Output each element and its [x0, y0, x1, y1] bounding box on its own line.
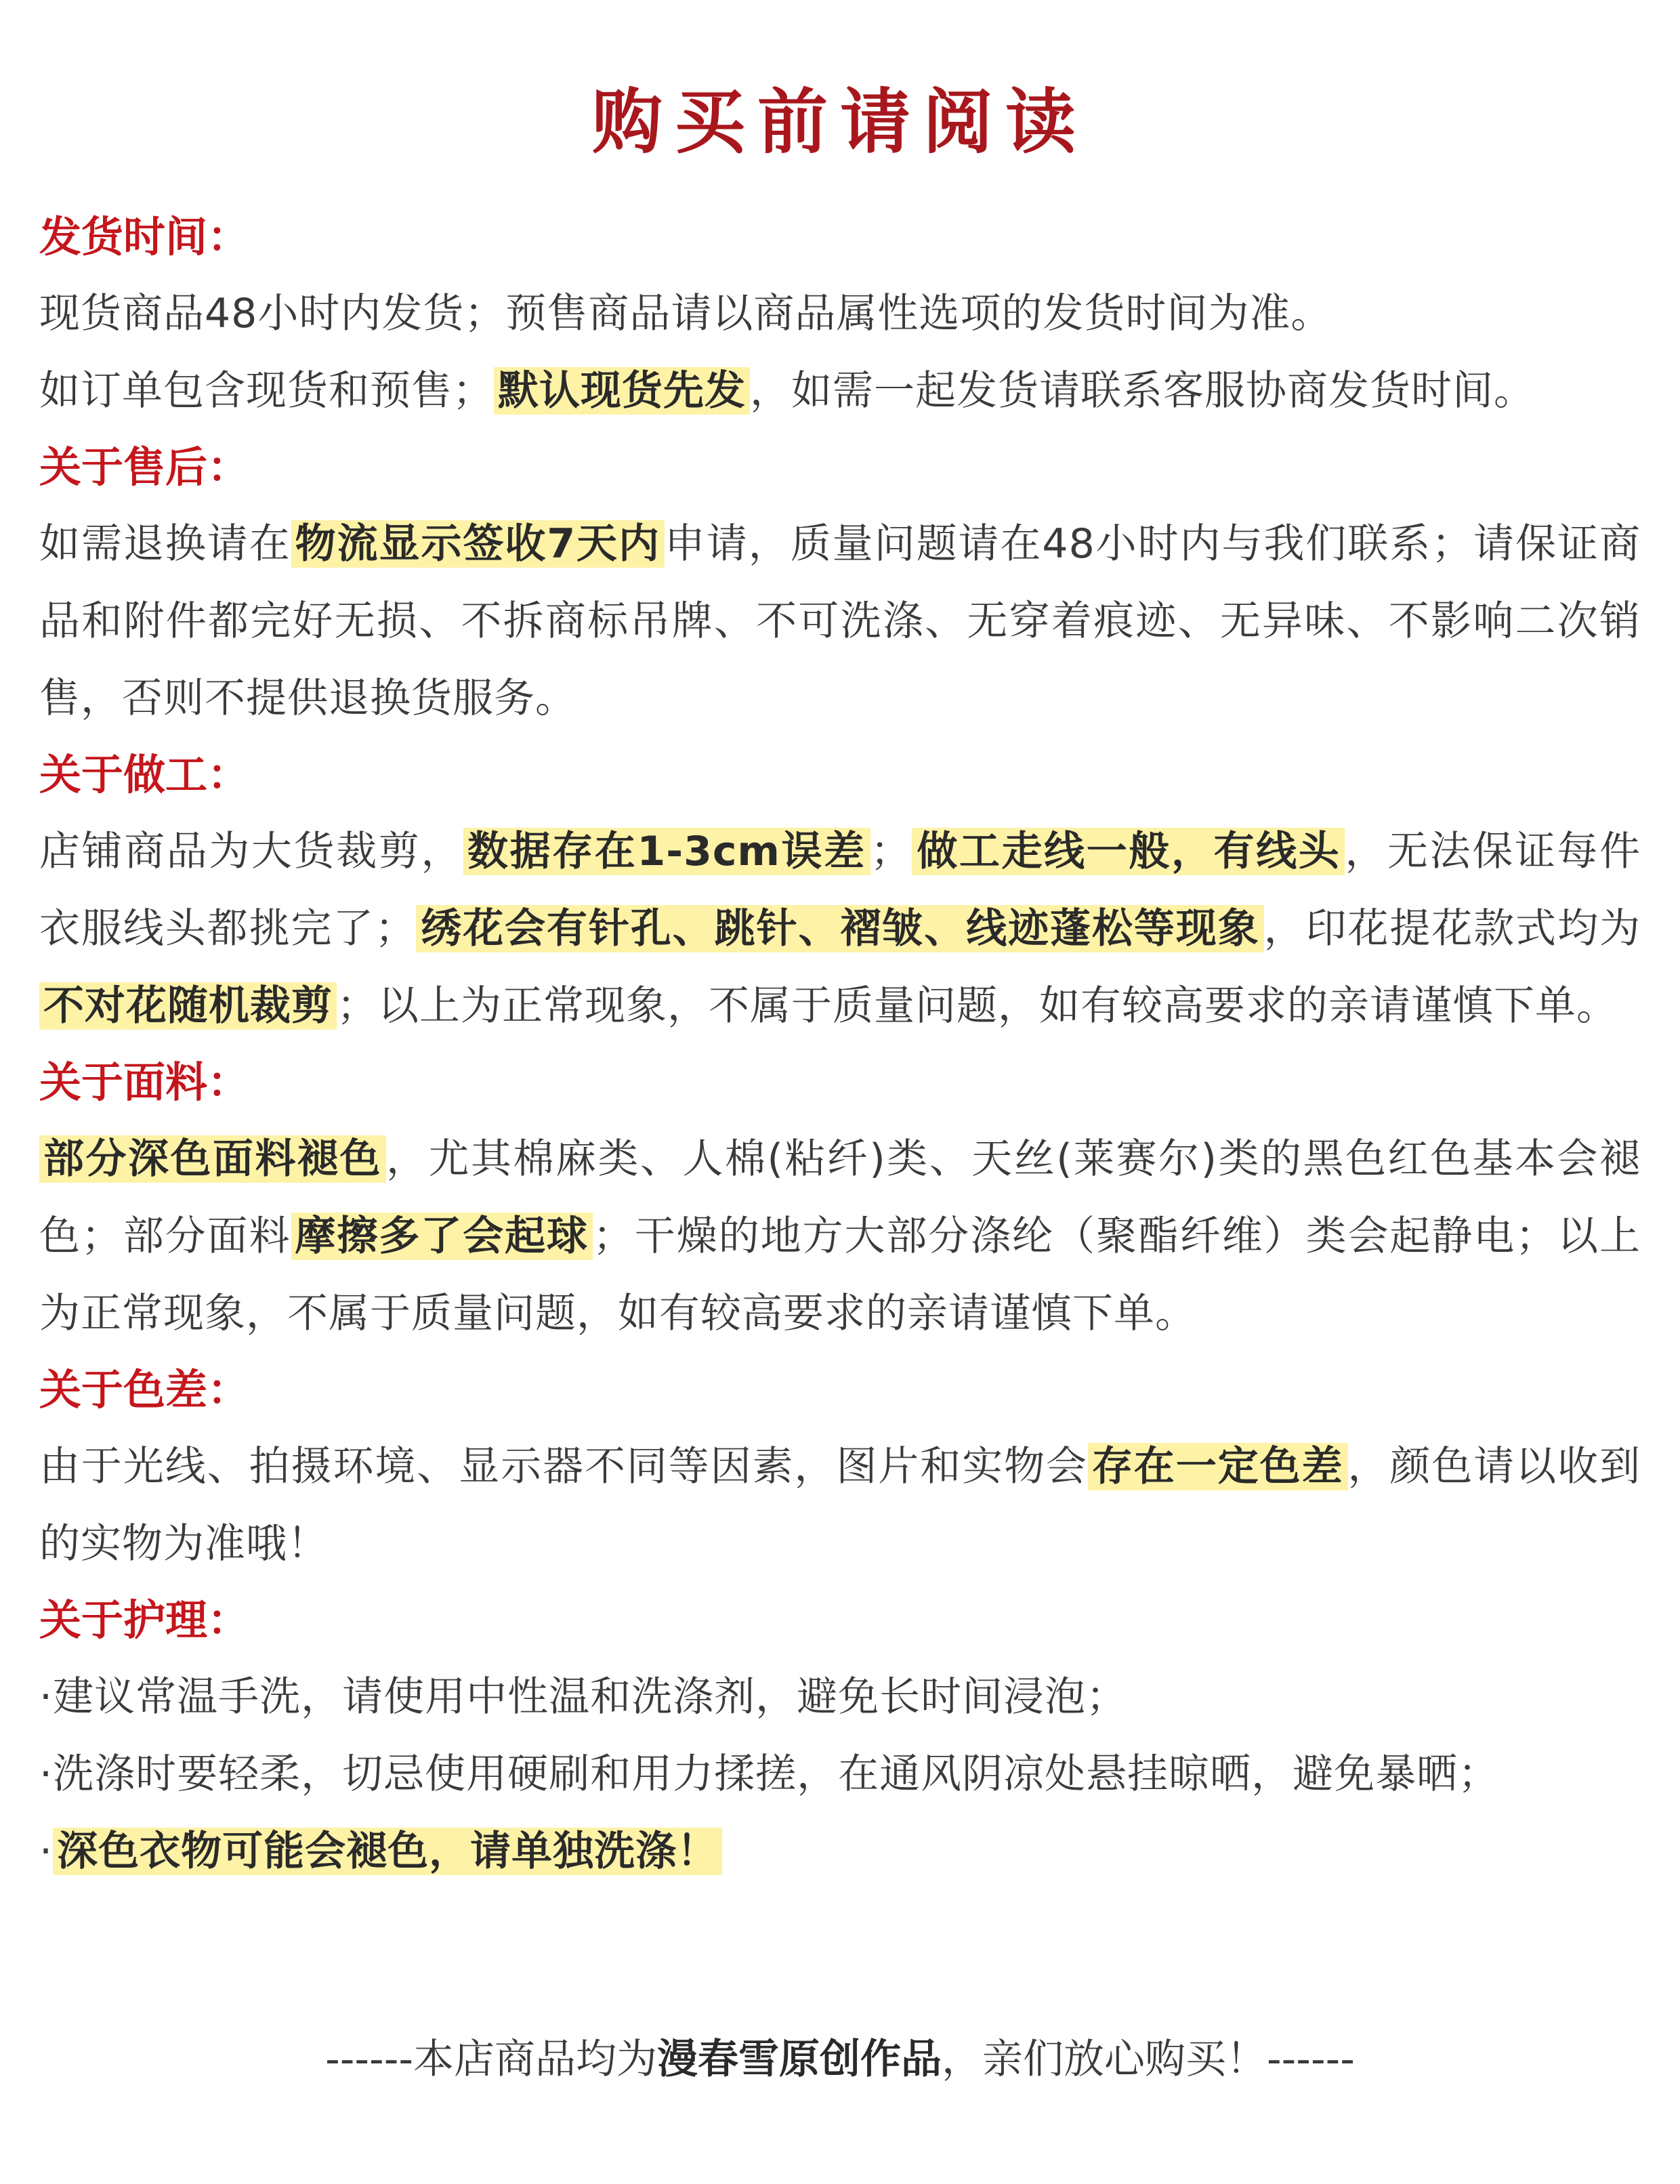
- paragraph-text: ，无法保证每件衣服线头都挑完了；: [39, 828, 1641, 952]
- paragraph-text: ，颜色请以收到的实物为准哦！: [39, 1443, 1641, 1568]
- section-heading: 关于售后：: [39, 442, 250, 492]
- footer-brand: 漫春雪原创作品: [657, 2036, 942, 2083]
- page-title: 购买前请阅读: [591, 80, 1088, 163]
- paragraph-text: ；: [870, 828, 912, 875]
- paragraph-text: 如订单包含现货和预售；: [39, 367, 494, 415]
- section-paragraph: [39, 813, 1641, 1045]
- footer-note: [0, 2025, 1680, 2093]
- section-paragraph: [39, 352, 1641, 429]
- footer-prefix: ------本店商品均为: [325, 2036, 657, 2083]
- highlighted-text: 不对花随机裁剪: [39, 982, 337, 1030]
- paragraph-text: 申请，质量问题请在48小时内与我们联系；请保证商品和附件都完好无损、不拆商标吊牌、不可洗涤、无穿着痕迹、无异味、不影响二次销售，否则不提供退换货服务。: [39, 520, 1641, 722]
- section-paragraph: [39, 275, 1641, 352]
- paragraph-text: 现货商品48小时内发货；预售商品请以商品属性选项的发货时间为准。: [39, 290, 1332, 337]
- paragraph-text: ·建议常温手洗，请使用中性温和洗涤剂，避免长时间浸泡；: [39, 1673, 1128, 1721]
- section-paragraph: [39, 1736, 1641, 1813]
- highlighted-text: 物流显示签收7天内: [291, 520, 665, 568]
- highlighted-text: 绣花会有针孔、跳针、褶皱、线迹蓬松等现象: [416, 905, 1263, 952]
- paragraph-text: ·洗涤时要轻柔，切忌使用硬刷和用力揉搓，在通风阴凉处悬挂晾晒，避免暴晒；: [39, 1750, 1500, 1798]
- notice-sections: [39, 199, 1641, 1890]
- section-heading: 发货时间：: [39, 212, 250, 261]
- section-heading: 关于做工：: [39, 750, 250, 799]
- paragraph-text: ，尤其棉麻类、人棉(粘纤)类、天丝(莱赛尔)类的黑色红色基本会褪色；部分面料: [39, 1135, 1641, 1260]
- paragraph-text: ，如需一起发货请联系客服协商发货时间。: [750, 367, 1535, 415]
- section-paragraph: [39, 1813, 1641, 1890]
- section-paragraph: [39, 1658, 1641, 1736]
- highlighted-text: 部分深色面料褪色: [39, 1135, 386, 1183]
- highlighted-text: 默认现货先发: [494, 367, 750, 415]
- paragraph-text: 店铺商品为大货裁剪，: [39, 828, 464, 875]
- paragraph-text: ，印花提花款式均为: [1263, 905, 1641, 952]
- highlighted-text: 数据存在1-3cm误差: [463, 828, 870, 875]
- footer-suffix: ，亲们放心购买！------: [942, 2036, 1355, 2083]
- paragraph-text: ；以上为正常现象，不属于质量问题，如有较高要求的亲请谨慎下单。: [337, 982, 1618, 1030]
- highlighted-text: 存在一定色差: [1088, 1443, 1348, 1490]
- section-paragraph: [39, 505, 1641, 737]
- paragraph-text: 由于光线、拍摄环境、显示器不同等因素，图片和实物会: [39, 1443, 1088, 1490]
- section-heading: 关于色差：: [39, 1365, 250, 1414]
- paragraph-text: ·: [39, 1828, 54, 1875]
- section-paragraph: [39, 1120, 1641, 1352]
- section-heading: 关于护理：: [39, 1595, 250, 1645]
- highlighted-text: 做工走线一般，有线头: [912, 828, 1345, 875]
- highlighted-text: 摩擦多了会起球: [291, 1213, 593, 1260]
- highlighted-text: 深色衣物可能会褪色，请单独洗涤！: [53, 1828, 722, 1875]
- section-heading: 关于面料：: [39, 1057, 250, 1107]
- paragraph-text: ；干燥的地方大部分涤纶（聚酯纤维）类会起静电；以上为正常现象，不属于质量问题，如有较高要求的亲请谨慎下单。: [39, 1213, 1641, 1337]
- paragraph-text: 如需退换请在: [39, 520, 291, 568]
- section-paragraph: [39, 1428, 1641, 1582]
